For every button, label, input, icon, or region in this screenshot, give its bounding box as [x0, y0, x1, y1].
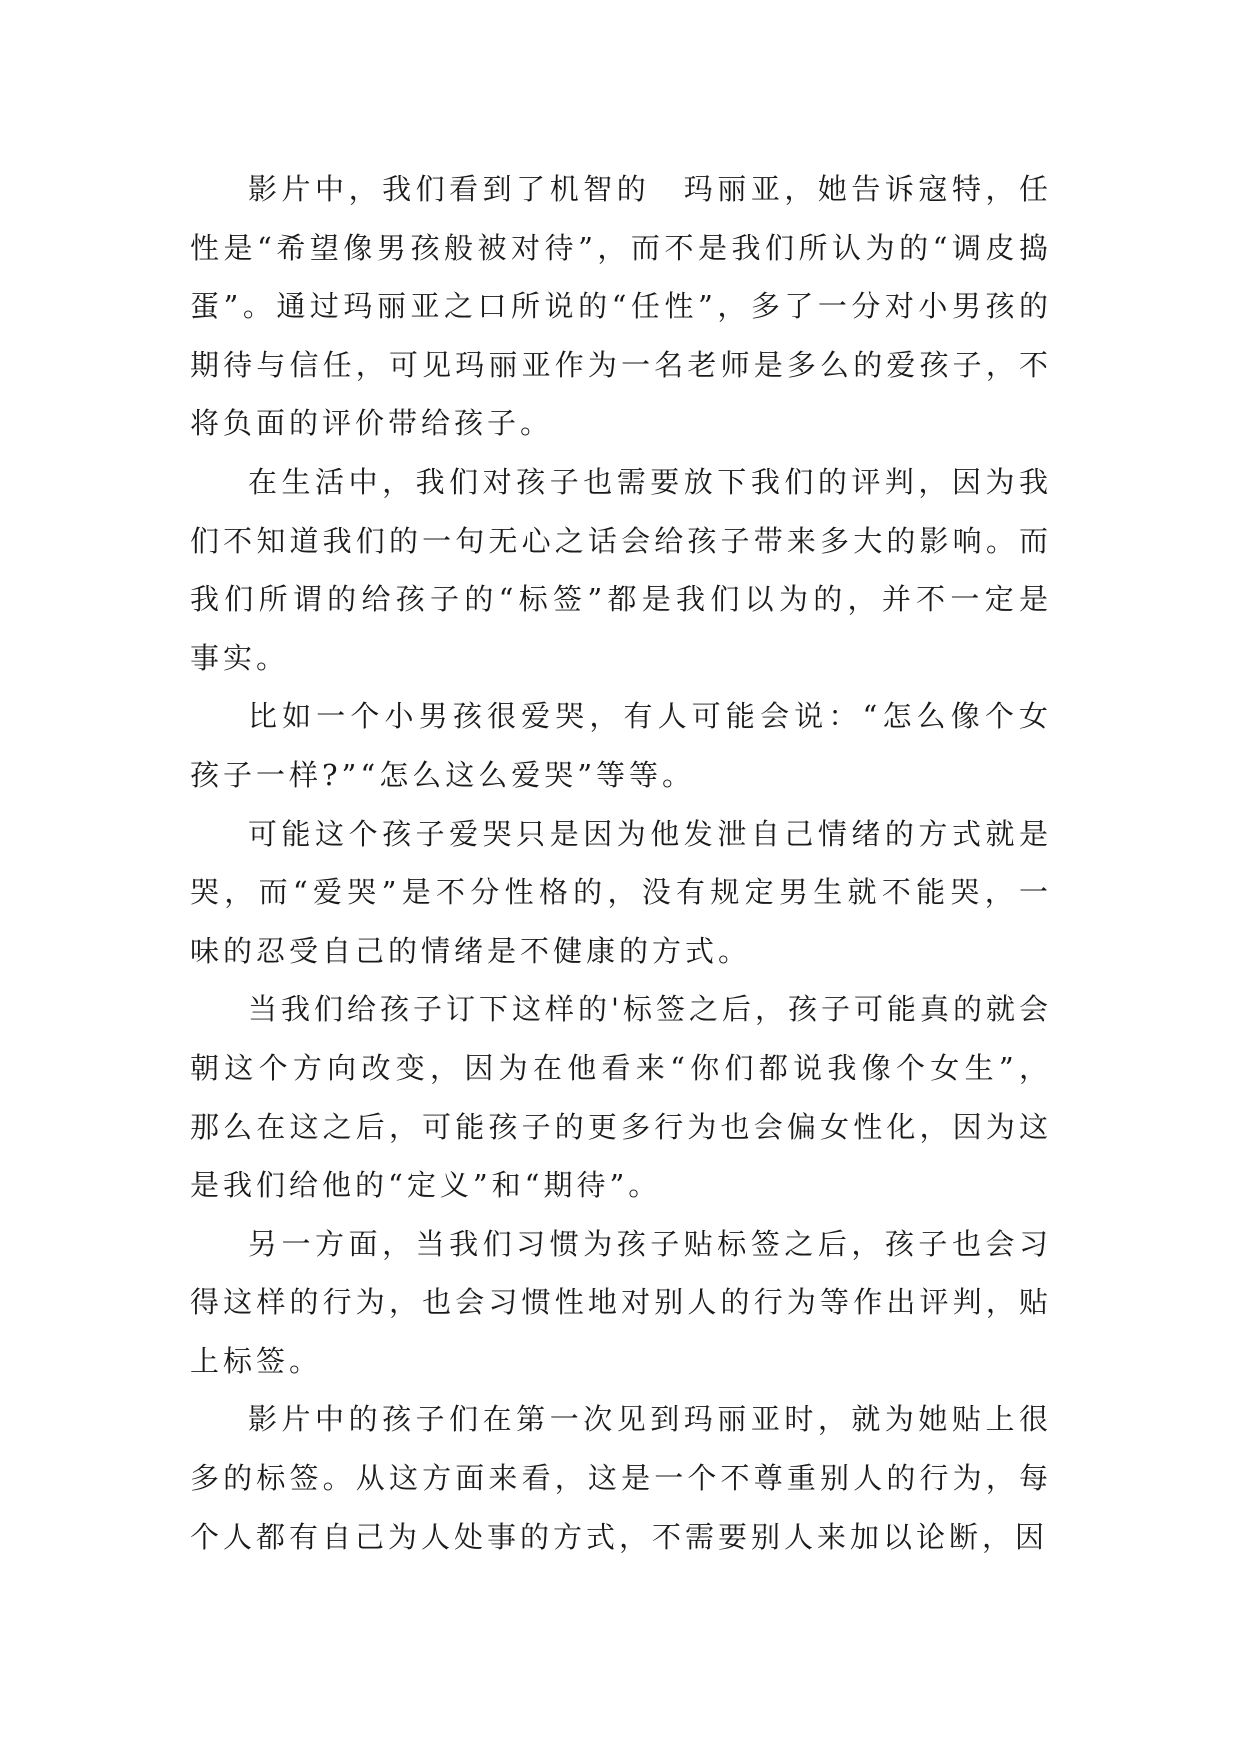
paragraph-2: 在生活中，我们对孩子也需要放下我们的评判，因为我们不知道我们的一句无心之话会给孩子带来多大的影响。而我们所谓的给孩子的“标签”都是我们以为的，并不一定是事实。 — [190, 464, 1052, 675]
paragraph-7: 影片中的孩子们在第一次见到玛丽亚时，就为她贴上很多的标签。从这方面来看，这是一个不尊重别人的行为，每个人都有自己为人处事的方式，不需要别人来加以论断，因 — [190, 1402, 1052, 1554]
paragraph-3: 比如一个小男孩很爱哭，有人可能会说：“怎么像个女孩子一样?”“怎么这么爱哭”等等。 — [190, 699, 1052, 792]
paragraph-4: 可能这个孩子爱哭只是因为他发泄自己情绪的方式就是哭，而“爱哭”是不分性格的，没有规定男生就不能哭，一味的忍受自己的情绪是不健康的方式。 — [190, 816, 1052, 968]
paragraph-6: 另一方面，当我们习惯为孩子贴标签之后，孩子也会习得这样的行为，也会习惯性地对别人的行为等作出评判，贴上标签。 — [190, 1226, 1052, 1378]
paragraph-1: 影片中，我们看到了机智的 玛丽亚，她告诉寇特，任性是“希望像男孩般被对待”，而不是我们所认为的“调皮捣蛋”。通过玛丽亚之口所说的“任性”，多了一分对小男孩的期待与信任，可见玛丽亚作为一名老师是多么的爱孩子，不将负面的评价带给孩子。 — [190, 172, 1052, 441]
document-body — [190, 160, 1052, 1566]
paragraph-5: 当我们给孩子订下这样的'标签之后，孩子可能真的就会朝这个方向改变，因为在他看来“你们都说我像个女生”，那么在这之后，可能孩子的更多行为也会偏女性化，因为这是我们给他的“定义”和“期待”。 — [190, 992, 1052, 1203]
